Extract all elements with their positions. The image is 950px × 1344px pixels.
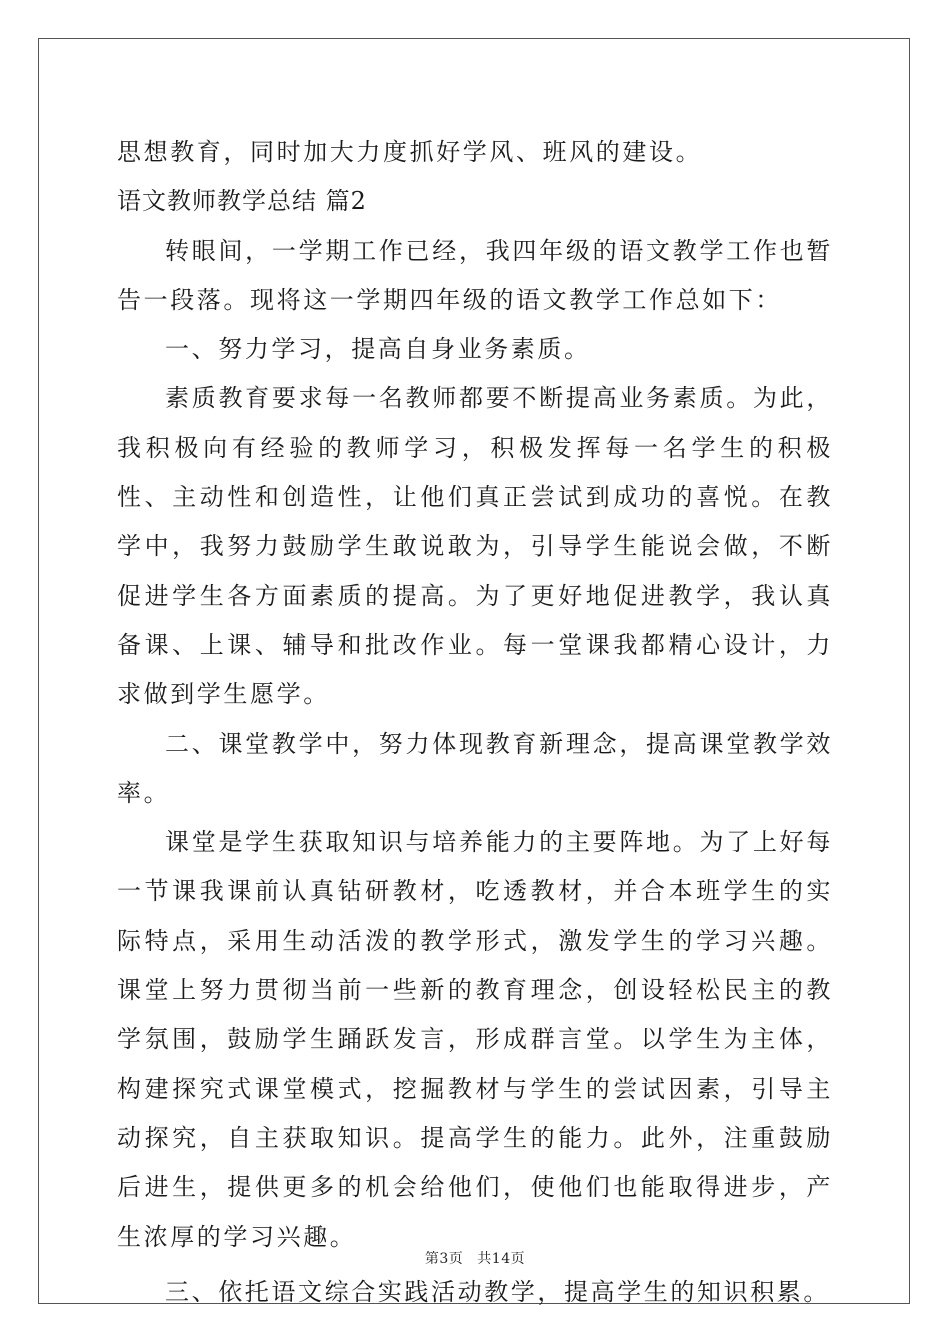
paragraph-quality: 素质教育要求每一名教师都要不断提高业务素质。为此，我积极向有经验的教师学习，积极发挥每一名学生的积极性、主动性和创造性，让他们真正尝试到成功的喜悦。在教学中，我努力鼓励学生敢说敢为，引导学生能说会做，不断促进学生各方面素质的提高。为了更好地促进教学，我认真备课、上课、辅导和批改作业。每一堂课我都精心设计，力求做到学生愿学。 (117, 384, 833, 709)
subheading-1: 一、努力学习，提高自身业务素质。 (165, 335, 591, 364)
paragraph-intro: 转眼间，一学期工作已经，我四年级的语文教学工作也暂告一段落。现将这一学期四年级的语文教学工作总如下： (117, 236, 833, 314)
page-number: 第3页 (424, 1251, 464, 1267)
section-title: 语文教师教学总结 篇2 (117, 187, 367, 216)
subheading-3: 三、依托语文综合实践活动教学，提高学生的知识积累。 (165, 1277, 830, 1306)
paragraph-continuation: 思想教育，同时加大力度抓好学风、班风的建设。 (117, 138, 703, 166)
paragraph-classroom: 课堂是学生获取知识与培养能力的主要阵地。为了上好每一节课我课前认真钻研教材，吃透教材，并合本班学生的实际特点，采用生动活泼的教学形式，激发学生的学习兴趣。课堂上努力贯彻当前一些新的教育理念，创设轻松民主的教学氛围，鼓励学生踊跃发言，形成群言堂。以学生为主体，构建探究式课堂模式，挖掘教材与学生的尝试因素，引导主动探究，自主获取知识。提高学生的能力。此外，注重鼓励后进生，提供更多的机会给他们，使他们也能取得进步，产生浓厚的学习兴趣。 (117, 828, 833, 1251)
subheading-2: 二、课堂教学中，努力体现教育新理念，提高课堂教学效率。 (117, 729, 833, 807)
page-total: 共14页 (477, 1251, 526, 1267)
document-body (117, 128, 833, 1317)
page-footer (0, 1248, 950, 1268)
